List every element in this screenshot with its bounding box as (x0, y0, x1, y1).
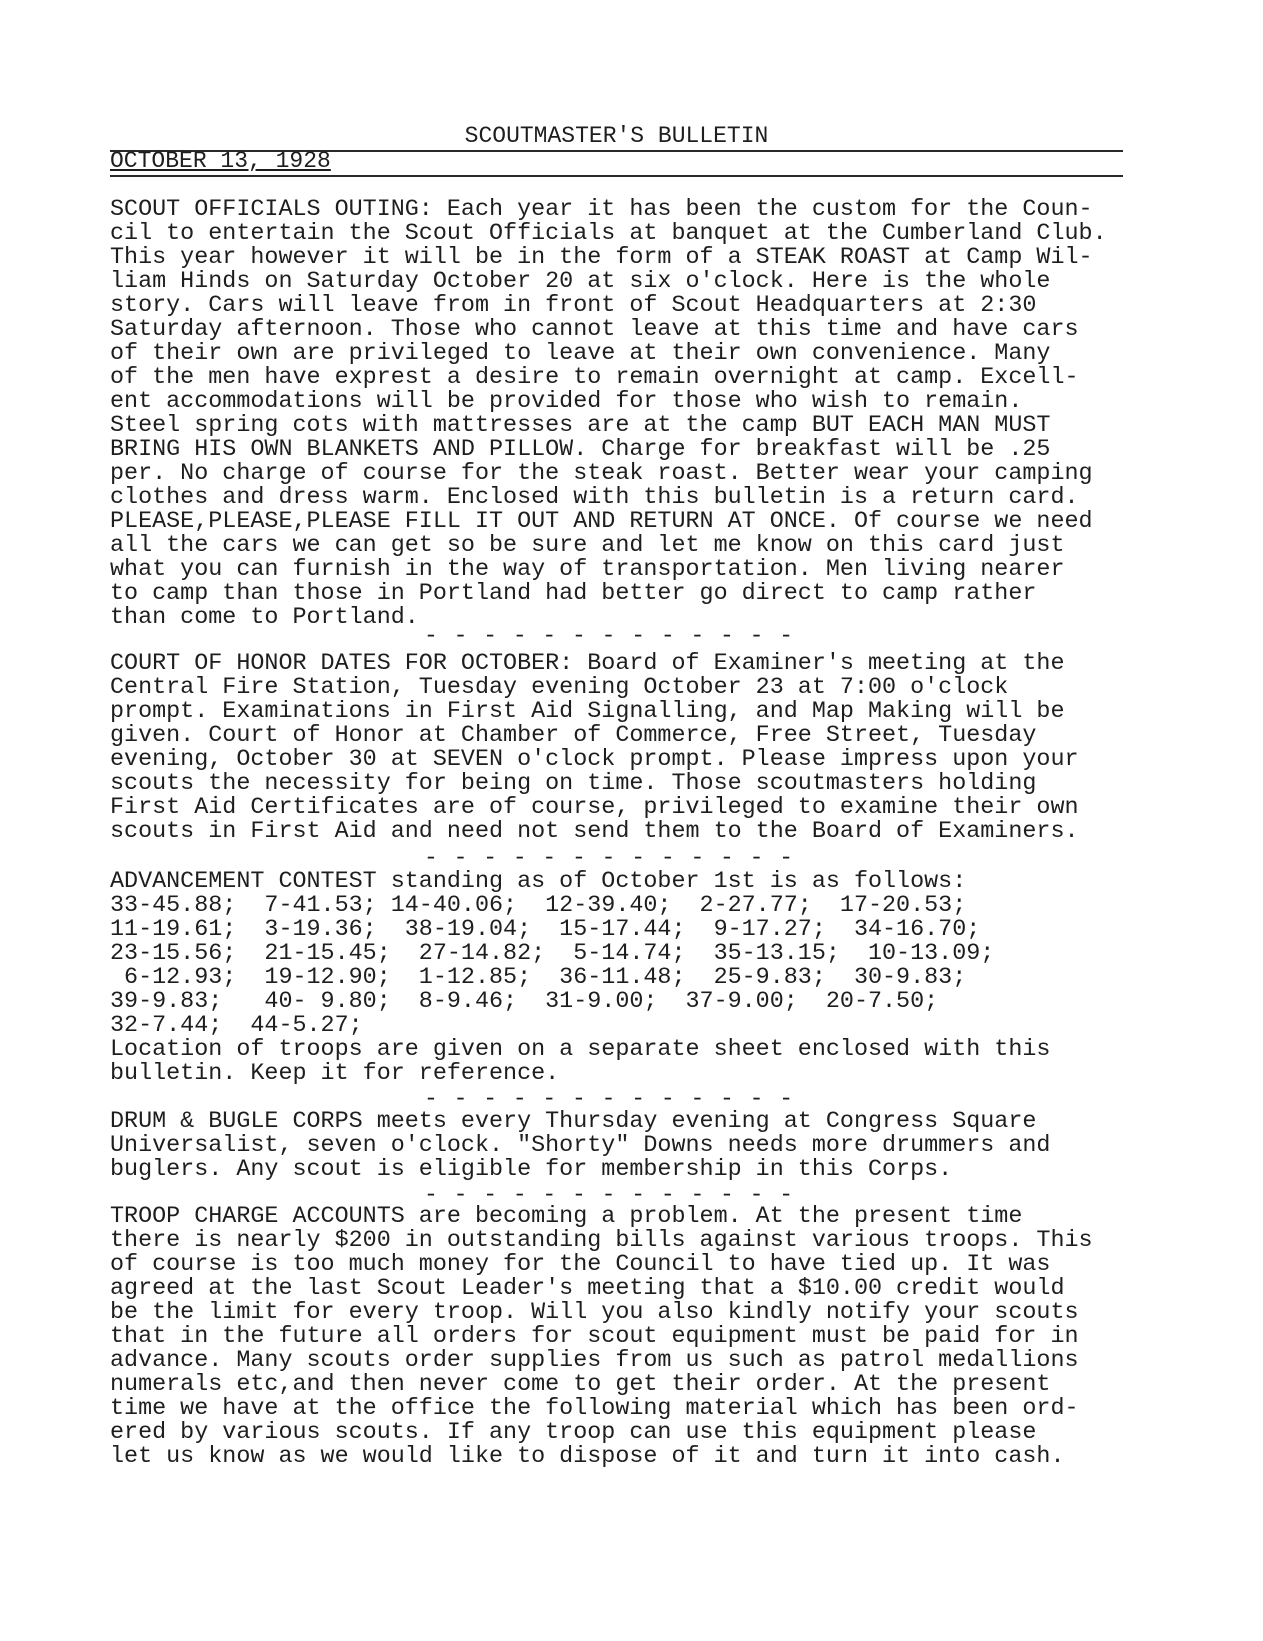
section-officials-outing: SCOUT OFFICIALS OUTING: Each year it has been the custom for the Coun- cil to entertain the Scout Officials at banquet at the Cumberland Club. This year however it will be in the form of a STEAK ROAST at Camp Wil- liam Hinds on Saturday October 20 at six o'clock. Here is the whole story. Cars will leave from in front of Scout Headquarters at 2:30 Saturday afternoon. Those who cannot leave at this time and have cars of their own are privileged to leave at their own convenience. Many of the men have exprest a desire to remain overnight at camp. Excell- ent accommodations will be provided for those who wish to remain. Steel spring cots with mattresses are at the camp BUT EACH MAN MUST BRING HIS OWN BLANKETS AND PILLOW. Charge for breakfast will be .25 per. No charge of course for the steak roast. Better wear your camping clothes and dress warm. Enclosed with this bulletin is a return card. PLEASE,PLEASE,PLEASE FILL IT OUT AND RETURN AT ONCE. Of course we need all the cars we can get so be sure and let me know on this card just what you can furnish in the way of transportation. Men living nearer to camp than those in Portland had better go direct to camp rather than come to Portland. (110, 197, 1107, 631)
section-separator: - - - - - - - - - - - - - (424, 1086, 795, 1112)
section-separator: - - - - - - - - - - - - - (424, 1182, 795, 1208)
bulletin-title: SCOUTMASTER'S BULLETIN (464, 123, 769, 149)
section-separator: - - - - - - - - - - - - - (424, 623, 795, 649)
section-troop-charge-accounts: TROOP CHARGE ACCOUNTS are becoming a problem. At the present time there is nearly $200 in outstanding bills against various troops. This of course is too much money for the Council to have tied up. It was agreed at the last Scout Leader's meeting that a $10.00 credit would be the limit for every troop. Will you also kindly notify your scouts that in the future all orders for scout equipment must be paid for in advance. Many scouts order supplies from us such as patrol medallions numerals etc,and then never come to get their order. At the present time we have at the office the following material which has been ord- ered by various scouts. If any troop can use this equipment please let us know as we would like to dispose of it and turn it into cash. (110, 1204, 1093, 1470)
section-separator: - - - - - - - - - - - - - (424, 845, 795, 871)
bulletin-date: OCTOBER 13, 1928 (110, 148, 331, 174)
section-court-of-honor: COURT OF HONOR DATES FOR OCTOBER: Board of Examiner's meeting at the Central Fire Station, Tuesday evening October 23 at 7:00 o'clock prompt. Examinations in First Aid Signalling, and Map Making will be given. Court of Honor at Chamber of Commerce, Free Street, Tuesday evening, October 30 at SEVEN o'clock prompt. Please impress upon your scouts the necessity for being on time. Those scoutmasters holding First Aid Certificates are of course, privileged to examine their own scouts in First Aid and need not send them to the Board of Examiners. (110, 651, 1079, 845)
section-drum-bugle-corps: DRUM & BUGLE CORPS meets every Thursday evening at Congress Square Universalist, seven o'clock. "Shorty" Downs needs more drummers and buglers. Any scout is eligible for membership in this Corps. (110, 1109, 1051, 1183)
section-advancement-contest: ADVANCEMENT CONTEST standing as of October 1st is as follows: 33-45.88; 7-41.53; 14-40.06; 12-39.40; 2-27.77; 17-20.53; 11-19.61; 3-19.36; 38-19.04; 15-17.44; 9-17.27; 34-16.70; 23-15.56; 21-15.45; 27-14.82; 5-14.74; 35-13.15; 10-13.09; 6-12.93; 19-12.90; 1-12.85; 36-11.48; 25-9.83; 30-9.83; 39-9.83; 40- 9.80; 8-9.46; 31-9.00; 37-9.00; 20-7.50; 32-7.44; 44-5.27; Location of troops are given on a separate sheet enclosed with this bulletin. Keep it for reference. (110, 869, 1051, 1087)
header-rule-bottom (110, 175, 1123, 177)
